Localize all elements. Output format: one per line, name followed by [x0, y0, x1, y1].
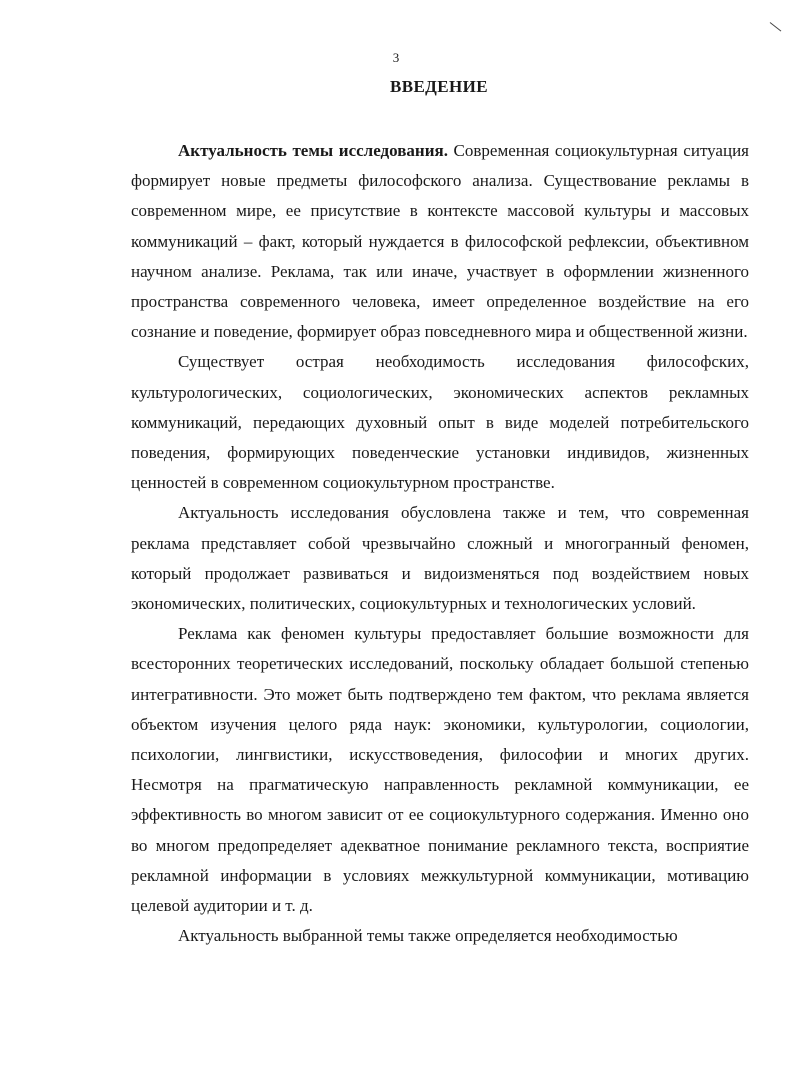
page-number: 3 [392, 50, 400, 65]
paragraph-lead-heading: Актуальность темы исследования. [178, 141, 448, 160]
paragraph-text: Современная социокультурная ситуация формирует новые предметы философского анализа. Существование рекламы в современном мире, ее присутствие в контексте массовой культуры и массовых коммуникаций – факт, который нуждается в философской рефлексии, объективном научном анализе. Реклама, так или иначе, участвует в оформлении жизненного пространства современного человека, имеет определенное воздействие на его сознание и поведение, формирует образ повседневного мира и общественной жизни. [131, 141, 749, 342]
page-title: ВВЕДЕНИЕ [389, 77, 489, 96]
paragraph-relevance [131, 136, 749, 347]
paragraph-continuation: Актуальность выбранной темы также определяется необходимостью [178, 926, 678, 946]
paragraph-necessity: Существует острая необходимость исследования философских, культурологических, социологических, экономических аспектов рекламных коммуникаций, передающих духовный опыт в виде моделей потребительского поведения, формирующих поведенческие установки индивидов, жизненных ценностей в современном социокультурном пространстве. [131, 352, 749, 493]
paragraph-integrativity: Реклама как феномен культуры предоставляет большие возможности для всесторонних теоретических исследований, поскольку обладает большой степенью интегративности. Это может быть подтверждено тем фактом, что реклама является объектом изучения целого ряда наук: экономики, культурологии, социологии, психологии, лингвистики, искусствоведения, философии и многих других. Несмотря на прагматическую направленность рекламной коммуникации, ее эффективность во многом зависит от ее социокультурного содержания. Именно оно во многом предопределяет адекватное понимание рекламного текста, восприятие рекламной информации в условиях межкультурной коммуникации, мотивацию целевой аудитории и т. д. [131, 624, 749, 916]
document-body [131, 136, 749, 951]
paragraph-complexity: Актуальность исследования обусловлена также и тем, что современная реклама представляет собой чрезвычайно сложный и многогранный феномен, который продолжает развиваться и видоизменяться под воздействием новых экономических, политических, социокультурных и технологических условий. [131, 503, 749, 614]
scan-artifact-mark [770, 22, 782, 31]
